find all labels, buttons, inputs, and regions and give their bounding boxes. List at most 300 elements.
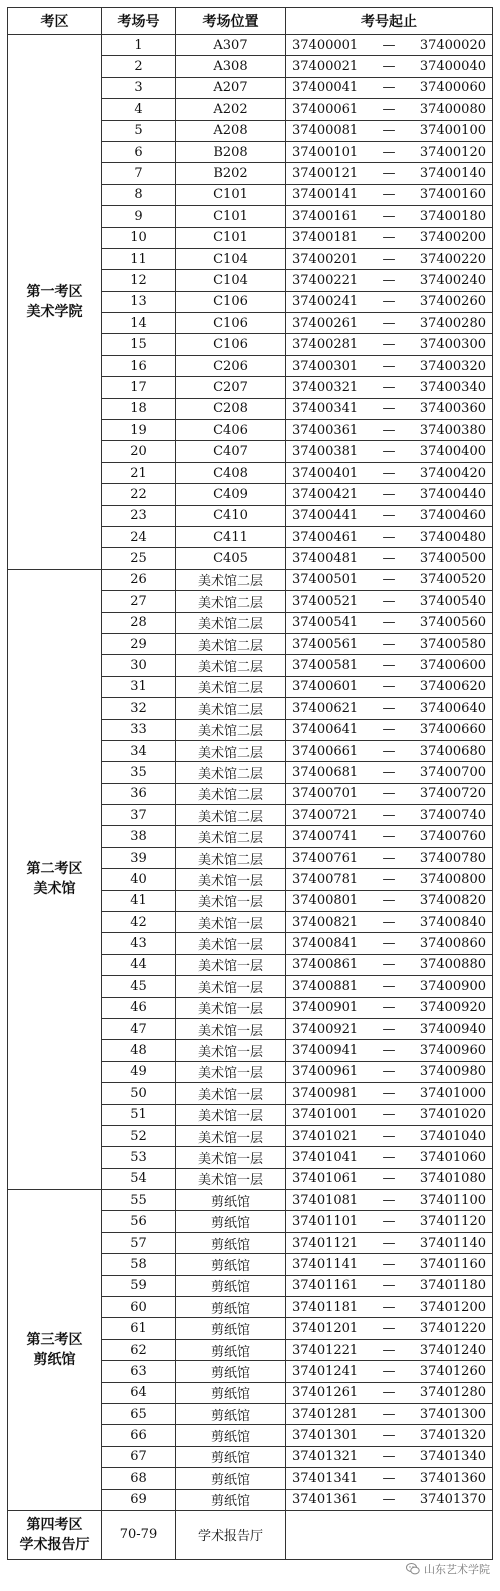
range-dash: — [382, 422, 396, 438]
range-start: 37401281 [292, 1406, 359, 1422]
range-end: 37401260 [419, 1363, 486, 1379]
range-start: 37400661 [292, 743, 359, 759]
range-dash: — [382, 444, 396, 460]
exam-range-cell [286, 313, 493, 334]
room-number-cell: 15 [102, 334, 176, 355]
range-end: 37400040 [419, 59, 486, 75]
range-start: 37400541 [292, 615, 359, 631]
range-dash: — [382, 786, 396, 802]
exam-range-cell [286, 270, 493, 291]
room-number-cell: 2 [102, 56, 176, 77]
room-number-cell: 33 [102, 719, 176, 740]
exam-range-cell [286, 591, 493, 612]
range-start: 37400321 [292, 379, 359, 395]
room-number-cell: 25 [102, 548, 176, 569]
range-start: 37400781 [292, 871, 359, 887]
range-dash: — [382, 615, 396, 631]
range-start: 37400481 [292, 551, 359, 567]
room-location-cell: C106 [176, 291, 286, 312]
header-exam-number-range: 考号起止 [286, 8, 493, 35]
zone-cell: 第二考区 美术馆 [8, 569, 102, 1189]
range-end: 37400020 [419, 37, 486, 53]
range-start: 37400821 [292, 914, 359, 930]
range-start: 37401201 [292, 1321, 359, 1337]
room-number-cell: 35 [102, 762, 176, 783]
range-end: 37400140 [419, 166, 486, 182]
range-end: 37400500 [419, 551, 486, 567]
room-location-cell: 美术馆一层 [176, 1083, 286, 1104]
room-number-cell: 11 [102, 248, 176, 269]
room-number-cell: 29 [102, 633, 176, 654]
room-number-cell: 54 [102, 1168, 176, 1189]
room-number-cell: 22 [102, 484, 176, 505]
range-start: 37401021 [292, 1128, 359, 1144]
range-dash: — [382, 1321, 396, 1337]
exam-range-cell [286, 1468, 493, 1489]
range-dash: — [382, 679, 396, 695]
range-start: 37401161 [292, 1278, 359, 1294]
room-location-cell: C101 [176, 184, 286, 205]
room-number-cell: 69 [102, 1489, 176, 1510]
range-end: 37400100 [419, 123, 486, 139]
exam-range-cell [286, 933, 493, 954]
range-start: 37400961 [292, 1064, 359, 1080]
room-number-cell: 50 [102, 1083, 176, 1104]
range-dash: — [382, 401, 396, 417]
exam-range-cell [286, 1104, 493, 1125]
room-location-cell: C406 [176, 420, 286, 441]
room-number-cell: 1 [102, 35, 176, 56]
range-dash: — [382, 1406, 396, 1422]
range-dash: — [382, 700, 396, 716]
range-start: 37400801 [292, 893, 359, 909]
exam-range-cell [286, 783, 493, 804]
range-end: 37400980 [419, 1064, 486, 1080]
range-start: 37400281 [292, 337, 359, 353]
room-number-cell: 26 [102, 569, 176, 590]
range-start: 37401061 [292, 1171, 359, 1187]
range-dash: — [382, 337, 396, 353]
range-end: 37400520 [419, 572, 486, 588]
room-location-cell: C207 [176, 377, 286, 398]
room-location-cell: 美术馆一层 [176, 1018, 286, 1039]
room-location-cell: C101 [176, 227, 286, 248]
exam-range-cell [286, 869, 493, 890]
room-location-cell: C411 [176, 526, 286, 547]
range-start: 37400501 [292, 572, 359, 588]
range-start: 37401261 [292, 1385, 359, 1401]
room-location-cell: 美术馆一层 [176, 933, 286, 954]
room-location-cell: 剪纸馆 [176, 1339, 286, 1360]
range-end: 37401280 [419, 1385, 486, 1401]
room-number-cell: 18 [102, 398, 176, 419]
room-number-cell: 64 [102, 1382, 176, 1403]
room-number-cell: 4 [102, 99, 176, 120]
exam-range-cell [286, 1018, 493, 1039]
range-start: 37400521 [292, 593, 359, 609]
room-number-cell: 46 [102, 997, 176, 1018]
room-location-cell: 剪纸馆 [176, 1254, 286, 1275]
range-end: 37401180 [419, 1278, 486, 1294]
range-start: 37400621 [292, 700, 359, 716]
room-location-cell: 美术馆一层 [176, 976, 286, 997]
room-location-cell: 学术报告厅 [176, 1510, 286, 1559]
room-location-cell: 美术馆二层 [176, 740, 286, 761]
range-dash: — [382, 59, 396, 75]
room-location-cell: 美术馆一层 [176, 1125, 286, 1146]
range-start: 37400441 [292, 508, 359, 524]
room-location-cell: 美术馆二层 [176, 762, 286, 783]
range-start: 37401341 [292, 1470, 359, 1486]
exam-range-cell [286, 1510, 493, 1559]
range-start: 37400081 [292, 123, 359, 139]
room-location-cell: 美术馆二层 [176, 826, 286, 847]
range-dash: — [382, 1299, 396, 1315]
range-dash: — [382, 251, 396, 267]
range-end: 37400420 [419, 465, 486, 481]
room-number-cell: 13 [102, 291, 176, 312]
range-start: 37400901 [292, 1000, 359, 1016]
range-dash: — [382, 1214, 396, 1230]
exam-range-cell [286, 377, 493, 398]
exam-range-cell [286, 1254, 493, 1275]
exam-range-cell [286, 163, 493, 184]
range-dash: — [382, 315, 396, 331]
exam-range-cell [286, 484, 493, 505]
room-number-cell: 44 [102, 954, 176, 975]
range-end: 37400340 [419, 379, 486, 395]
range-dash: — [382, 871, 396, 887]
room-number-cell: 34 [102, 740, 176, 761]
exam-range-cell [286, 1404, 493, 1425]
range-dash: — [382, 1492, 396, 1508]
range-dash: — [382, 957, 396, 973]
room-number-cell: 59 [102, 1275, 176, 1296]
exam-range-cell [286, 441, 493, 462]
room-location-cell: C405 [176, 548, 286, 569]
range-dash: — [382, 1064, 396, 1080]
range-dash: — [382, 123, 396, 139]
range-start: 37401101 [292, 1214, 359, 1230]
range-end: 37400680 [419, 743, 486, 759]
exam-range-cell [286, 612, 493, 633]
range-dash: — [382, 764, 396, 780]
room-location-cell: 剪纸馆 [176, 1190, 286, 1211]
exam-range-cell [286, 847, 493, 868]
range-dash: — [382, 37, 396, 53]
range-start: 37401181 [292, 1299, 359, 1315]
range-dash: — [382, 358, 396, 374]
range-dash: — [382, 508, 396, 524]
range-end: 37401020 [419, 1107, 486, 1123]
exam-range-cell [286, 569, 493, 590]
range-dash: — [382, 144, 396, 160]
range-start: 37401041 [292, 1150, 359, 1165]
exam-range-cell [286, 698, 493, 719]
range-dash: — [382, 743, 396, 759]
range-end: 37401370 [419, 1492, 486, 1508]
room-location-cell: 美术馆一层 [176, 954, 286, 975]
exam-range-cell [286, 99, 493, 120]
range-dash: — [382, 1000, 396, 1016]
room-location-cell: 剪纸馆 [176, 1404, 286, 1425]
room-location-cell: A202 [176, 99, 286, 120]
range-dash: — [382, 850, 396, 866]
range-dash: — [382, 1256, 396, 1272]
range-end: 37401040 [419, 1128, 486, 1144]
room-location-cell: 剪纸馆 [176, 1361, 286, 1382]
range-end: 37400440 [419, 486, 486, 502]
room-number-cell: 14 [102, 313, 176, 334]
range-dash: — [382, 893, 396, 909]
range-start: 37400341 [292, 401, 359, 417]
range-start: 37400601 [292, 679, 359, 695]
range-start: 37400841 [292, 936, 359, 952]
room-number-cell: 42 [102, 912, 176, 933]
room-number-cell: 65 [102, 1404, 176, 1425]
range-dash: — [382, 272, 396, 288]
room-location-cell: 美术馆二层 [176, 719, 286, 740]
range-dash: — [382, 187, 396, 203]
exam-range-cell [286, 548, 493, 569]
table-row [8, 1190, 493, 1211]
range-dash: — [382, 1171, 396, 1187]
range-end: 37400460 [419, 508, 486, 524]
range-start: 37400761 [292, 850, 359, 866]
range-dash: — [382, 486, 396, 502]
range-start: 37400981 [292, 1085, 359, 1101]
room-number-cell: 67 [102, 1446, 176, 1467]
range-end: 37401120 [419, 1214, 486, 1230]
room-location-cell: 美术馆一层 [176, 1040, 286, 1061]
range-dash: — [382, 551, 396, 567]
range-start: 37400561 [292, 636, 359, 652]
room-location-cell: C410 [176, 505, 286, 526]
range-end: 37401080 [419, 1171, 486, 1187]
room-location-cell: 美术馆二层 [176, 847, 286, 868]
exam-range-cell [286, 1489, 493, 1510]
range-end: 37400480 [419, 529, 486, 545]
range-end: 37400380 [419, 422, 486, 438]
exam-range-cell [286, 826, 493, 847]
exam-range-cell [286, 740, 493, 761]
exam-range-cell [286, 505, 493, 526]
room-number-cell: 66 [102, 1425, 176, 1446]
room-number-cell: 52 [102, 1125, 176, 1146]
exam-range-cell [286, 1318, 493, 1339]
exam-range-cell [286, 398, 493, 419]
exam-range-cell [286, 890, 493, 911]
room-number-cell: 3 [102, 77, 176, 98]
room-location-cell: 剪纸馆 [176, 1275, 286, 1296]
room-location-cell: A307 [176, 35, 286, 56]
range-end: 37400260 [419, 294, 486, 310]
exam-range-cell [286, 462, 493, 483]
room-location-cell: 美术馆二层 [176, 591, 286, 612]
room-number-cell: 5 [102, 120, 176, 141]
range-dash: — [382, 1043, 396, 1059]
room-number-cell: 28 [102, 612, 176, 633]
range-end: 37401240 [419, 1342, 486, 1358]
exam-range-cell [286, 762, 493, 783]
room-location-cell: 剪纸馆 [176, 1489, 286, 1510]
room-location-cell: B202 [176, 163, 286, 184]
room-number-cell: 12 [102, 270, 176, 291]
range-dash: — [382, 166, 396, 182]
range-end: 37401160 [419, 1256, 486, 1272]
range-dash: — [382, 1470, 396, 1486]
room-location-cell: 美术馆二层 [176, 805, 286, 826]
range-start: 37400221 [292, 272, 359, 288]
range-end: 37401320 [419, 1428, 486, 1444]
room-location-cell: 剪纸馆 [176, 1297, 286, 1318]
room-number-cell: 37 [102, 805, 176, 826]
exam-range-cell [286, 1275, 493, 1296]
range-dash: — [382, 978, 396, 994]
range-end: 37400700 [419, 764, 486, 780]
room-number-cell: 30 [102, 655, 176, 676]
range-dash: — [382, 936, 396, 952]
header-zone: 考区 [8, 8, 102, 35]
range-end: 37400580 [419, 636, 486, 652]
range-dash: — [382, 1278, 396, 1294]
range-dash: — [382, 572, 396, 588]
room-location-cell: 剪纸馆 [176, 1318, 286, 1339]
range-end: 37400280 [419, 315, 486, 331]
range-dash: — [382, 80, 396, 96]
room-number-cell: 57 [102, 1232, 176, 1253]
room-location-cell: C206 [176, 355, 286, 376]
room-number-cell: 70-79 [102, 1510, 176, 1559]
range-start: 37400041 [292, 80, 359, 96]
range-end: 37401220 [419, 1321, 486, 1337]
range-end: 37400720 [419, 786, 486, 802]
room-number-cell: 19 [102, 420, 176, 441]
room-location-cell: A308 [176, 56, 286, 77]
exam-range-cell [286, 420, 493, 441]
range-end: 37400960 [419, 1043, 486, 1059]
exam-range-cell [286, 997, 493, 1018]
room-location-cell: 剪纸馆 [176, 1468, 286, 1489]
room-number-cell: 60 [102, 1297, 176, 1318]
range-dash: — [382, 593, 396, 609]
room-number-cell: 68 [102, 1468, 176, 1489]
range-dash: — [382, 1128, 396, 1144]
room-location-cell: 美术馆一层 [176, 890, 286, 911]
range-dash: — [382, 101, 396, 117]
table-body [8, 35, 493, 1560]
room-number-cell: 36 [102, 783, 176, 804]
exam-range-cell [286, 1040, 493, 1061]
range-dash: — [382, 1235, 396, 1251]
range-end: 37400160 [419, 187, 486, 203]
room-number-cell: 23 [102, 505, 176, 526]
range-end: 37400760 [419, 829, 486, 845]
range-end: 37401140 [419, 1235, 486, 1251]
range-dash: — [382, 658, 396, 674]
zone-cell: 第四考区 学术报告厅 [8, 1510, 102, 1559]
range-end: 37400320 [419, 358, 486, 374]
exam-range-cell [286, 1361, 493, 1382]
room-number-cell: 49 [102, 1061, 176, 1082]
room-number-cell: 27 [102, 591, 176, 612]
room-number-cell: 55 [102, 1190, 176, 1211]
room-number-cell: 61 [102, 1318, 176, 1339]
watermark-text: 山东艺术学院 [424, 1563, 490, 1576]
room-number-cell: 7 [102, 163, 176, 184]
room-number-cell: 17 [102, 377, 176, 398]
range-start: 37400861 [292, 957, 359, 973]
room-location-cell: A207 [176, 77, 286, 98]
range-dash: — [382, 807, 396, 823]
range-end: 37400920 [419, 1000, 486, 1016]
exam-range-cell [286, 334, 493, 355]
room-location-cell: 美术馆二层 [176, 783, 286, 804]
exam-range-cell [286, 976, 493, 997]
room-number-cell: 16 [102, 355, 176, 376]
range-end: 37400940 [419, 1021, 486, 1037]
range-dash: — [382, 1150, 396, 1165]
range-end: 37400620 [419, 679, 486, 695]
room-number-cell: 24 [102, 526, 176, 547]
exam-range-cell [286, 1232, 493, 1253]
range-end: 37401200 [419, 1299, 486, 1315]
room-location-cell: 美术馆一层 [176, 912, 286, 933]
range-end: 37400200 [419, 230, 486, 246]
exam-range-cell [286, 1147, 493, 1168]
range-dash: — [382, 1085, 396, 1101]
room-number-cell: 8 [102, 184, 176, 205]
exam-range-cell [286, 355, 493, 376]
range-start: 37400641 [292, 722, 359, 738]
range-dash: — [382, 230, 396, 246]
exam-range-cell [286, 1382, 493, 1403]
range-dash: — [382, 829, 396, 845]
room-location-cell: C106 [176, 313, 286, 334]
range-end: 37400220 [419, 251, 486, 267]
zone-cell: 第一考区 美术学院 [8, 35, 102, 570]
range-start: 37400461 [292, 529, 359, 545]
range-dash: — [382, 294, 396, 310]
exam-range-cell [286, 526, 493, 547]
room-location-cell: 美术馆二层 [176, 612, 286, 633]
range-dash: — [382, 1021, 396, 1037]
range-end: 37400780 [419, 850, 486, 866]
exam-range-cell [286, 655, 493, 676]
room-location-cell: 美术馆一层 [176, 1104, 286, 1125]
range-start: 37401321 [292, 1449, 359, 1465]
range-dash: — [382, 529, 396, 545]
watermark [406, 1561, 490, 1577]
room-location-cell: 美术馆一层 [176, 869, 286, 890]
room-number-cell: 31 [102, 676, 176, 697]
range-dash: — [382, 1107, 396, 1123]
header-room-location: 考场位置 [176, 8, 286, 35]
range-end: 37400240 [419, 272, 486, 288]
exam-range-cell [286, 56, 493, 77]
range-start: 37400021 [292, 59, 359, 75]
room-number-cell: 6 [102, 141, 176, 162]
range-end: 37400300 [419, 337, 486, 353]
room-location-cell: 美术馆一层 [176, 1061, 286, 1082]
range-dash: — [382, 1449, 396, 1465]
range-start: 37400681 [292, 764, 359, 780]
exam-range-cell [286, 912, 493, 933]
room-location-cell: 美术馆二层 [176, 676, 286, 697]
range-start: 37400421 [292, 486, 359, 502]
room-location-cell: B208 [176, 141, 286, 162]
range-end: 37400560 [419, 615, 486, 631]
